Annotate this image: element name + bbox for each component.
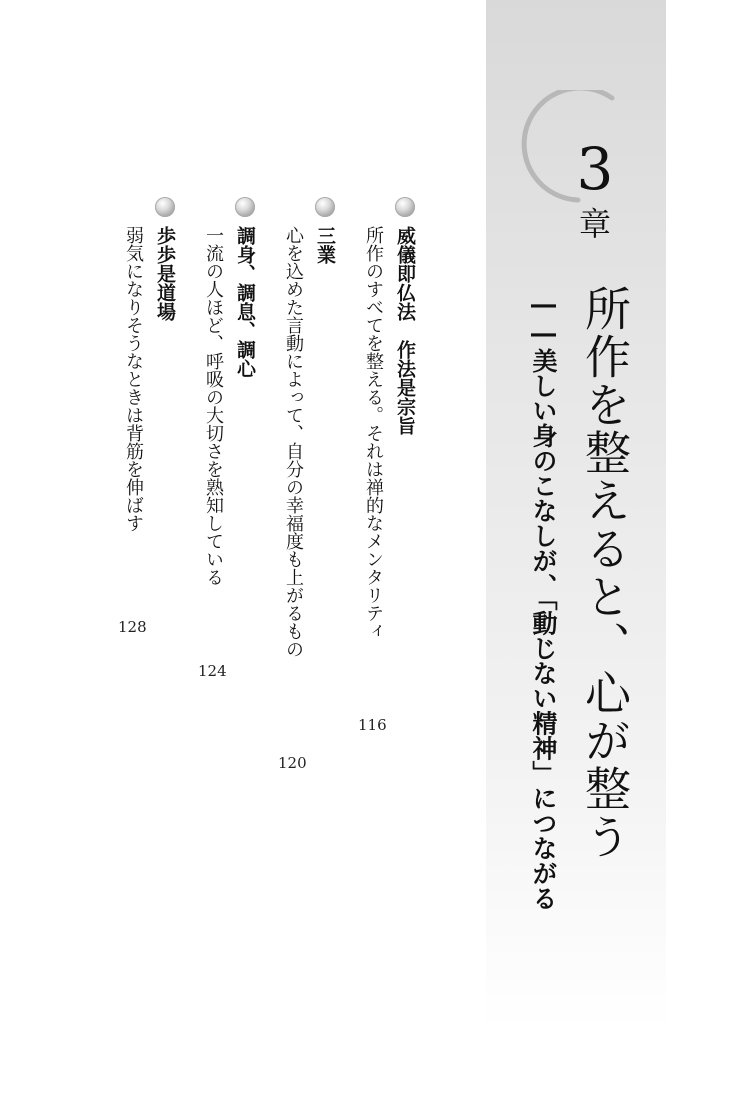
section-3-page: 124 (198, 662, 227, 680)
section-1-body: 所作のすべてを整える。それは禅的なメンタリティ (363, 226, 384, 640)
chapter-subtitle: ――美しい身のこなしが、「動じない精神」につながる (529, 290, 558, 911)
section-1-page: 116 (358, 716, 387, 734)
section-3-heading: 調身、調息、調心 (234, 226, 256, 378)
section-2-bullet (315, 197, 335, 217)
section-3-body: 一流の人ほど、呼吸の大切さを熟知している (203, 226, 224, 586)
section-3-bullet (235, 197, 255, 217)
section-4-heading: 歩歩是道場 (154, 226, 176, 321)
section-4-bullet (155, 197, 175, 217)
section-4-body: 弱気になりそうなときは背筋を伸ばす (123, 226, 144, 532)
section-2-body: 心を込めた言動によって、自分の幸福度も上がるもの (283, 226, 304, 658)
section-1-bullet (395, 197, 415, 217)
chapter-title: 所作を整えると、心が整う (578, 285, 632, 861)
section-2-heading: 三業 (314, 226, 336, 264)
section-1-heading: 威儀即仏法 作法是宗旨 (394, 226, 416, 435)
section-4-page: 128 (118, 618, 147, 636)
chapter-label: 章 (578, 205, 611, 243)
section-2-page: 120 (278, 754, 307, 772)
chapter-number: 3 (576, 135, 614, 203)
